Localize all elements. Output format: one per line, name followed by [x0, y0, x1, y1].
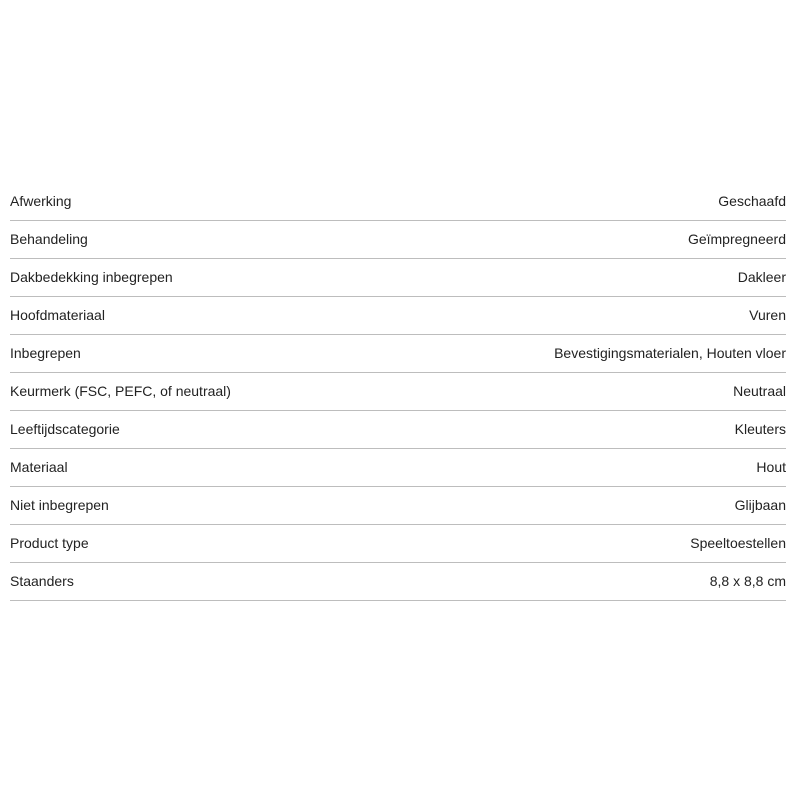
- spec-row-hoofdmateriaal: [10, 297, 786, 335]
- spec-label: Behandeling: [10, 231, 88, 247]
- spec-label: Dakbedekking inbegrepen: [10, 269, 173, 285]
- spec-label: Afwerking: [10, 193, 72, 209]
- spec-label: Leeftijdscategorie: [10, 421, 120, 437]
- spec-row-behandeling: [10, 221, 786, 259]
- spec-row-staanders: [10, 563, 786, 601]
- spec-value: Dakleer: [737, 269, 786, 285]
- spec-row-dakbedekking: [10, 259, 786, 297]
- spec-value: Vuren: [749, 307, 786, 323]
- spec-row-niet-inbegrepen: [10, 487, 786, 525]
- spec-row-keurmerk: [10, 373, 786, 411]
- spec-value: 8,8 x 8,8 cm: [709, 573, 786, 589]
- spec-value: Bevestigingsmaterialen, Houten vloer: [554, 345, 786, 361]
- spec-label: Product type: [10, 535, 89, 551]
- spec-value: Kleuters: [734, 421, 786, 437]
- spec-row-inbegrepen: [10, 335, 786, 373]
- spec-table: [10, 183, 786, 601]
- spec-row-product-type: [10, 525, 786, 563]
- spec-row-materiaal: [10, 449, 786, 487]
- spec-row-leeftijdscategorie: [10, 411, 786, 449]
- spec-label: Staanders: [10, 573, 74, 589]
- spec-value: Speeltoestellen: [690, 535, 786, 551]
- spec-label: Hoofdmateriaal: [10, 307, 105, 323]
- spec-value: Neutraal: [733, 383, 786, 399]
- spec-label: Niet inbegrepen: [10, 497, 109, 513]
- spec-row-afwerking: [10, 183, 786, 221]
- spec-value: Glijbaan: [734, 497, 786, 513]
- spec-value: Geïmpregneerd: [687, 231, 786, 247]
- spec-value: Geschaafd: [718, 193, 786, 209]
- spec-value: Hout: [756, 459, 786, 475]
- spec-label: Materiaal: [10, 459, 68, 475]
- spec-label: Keurmerk (FSC, PEFC, of neutraal): [10, 383, 231, 399]
- spec-label: Inbegrepen: [10, 345, 81, 361]
